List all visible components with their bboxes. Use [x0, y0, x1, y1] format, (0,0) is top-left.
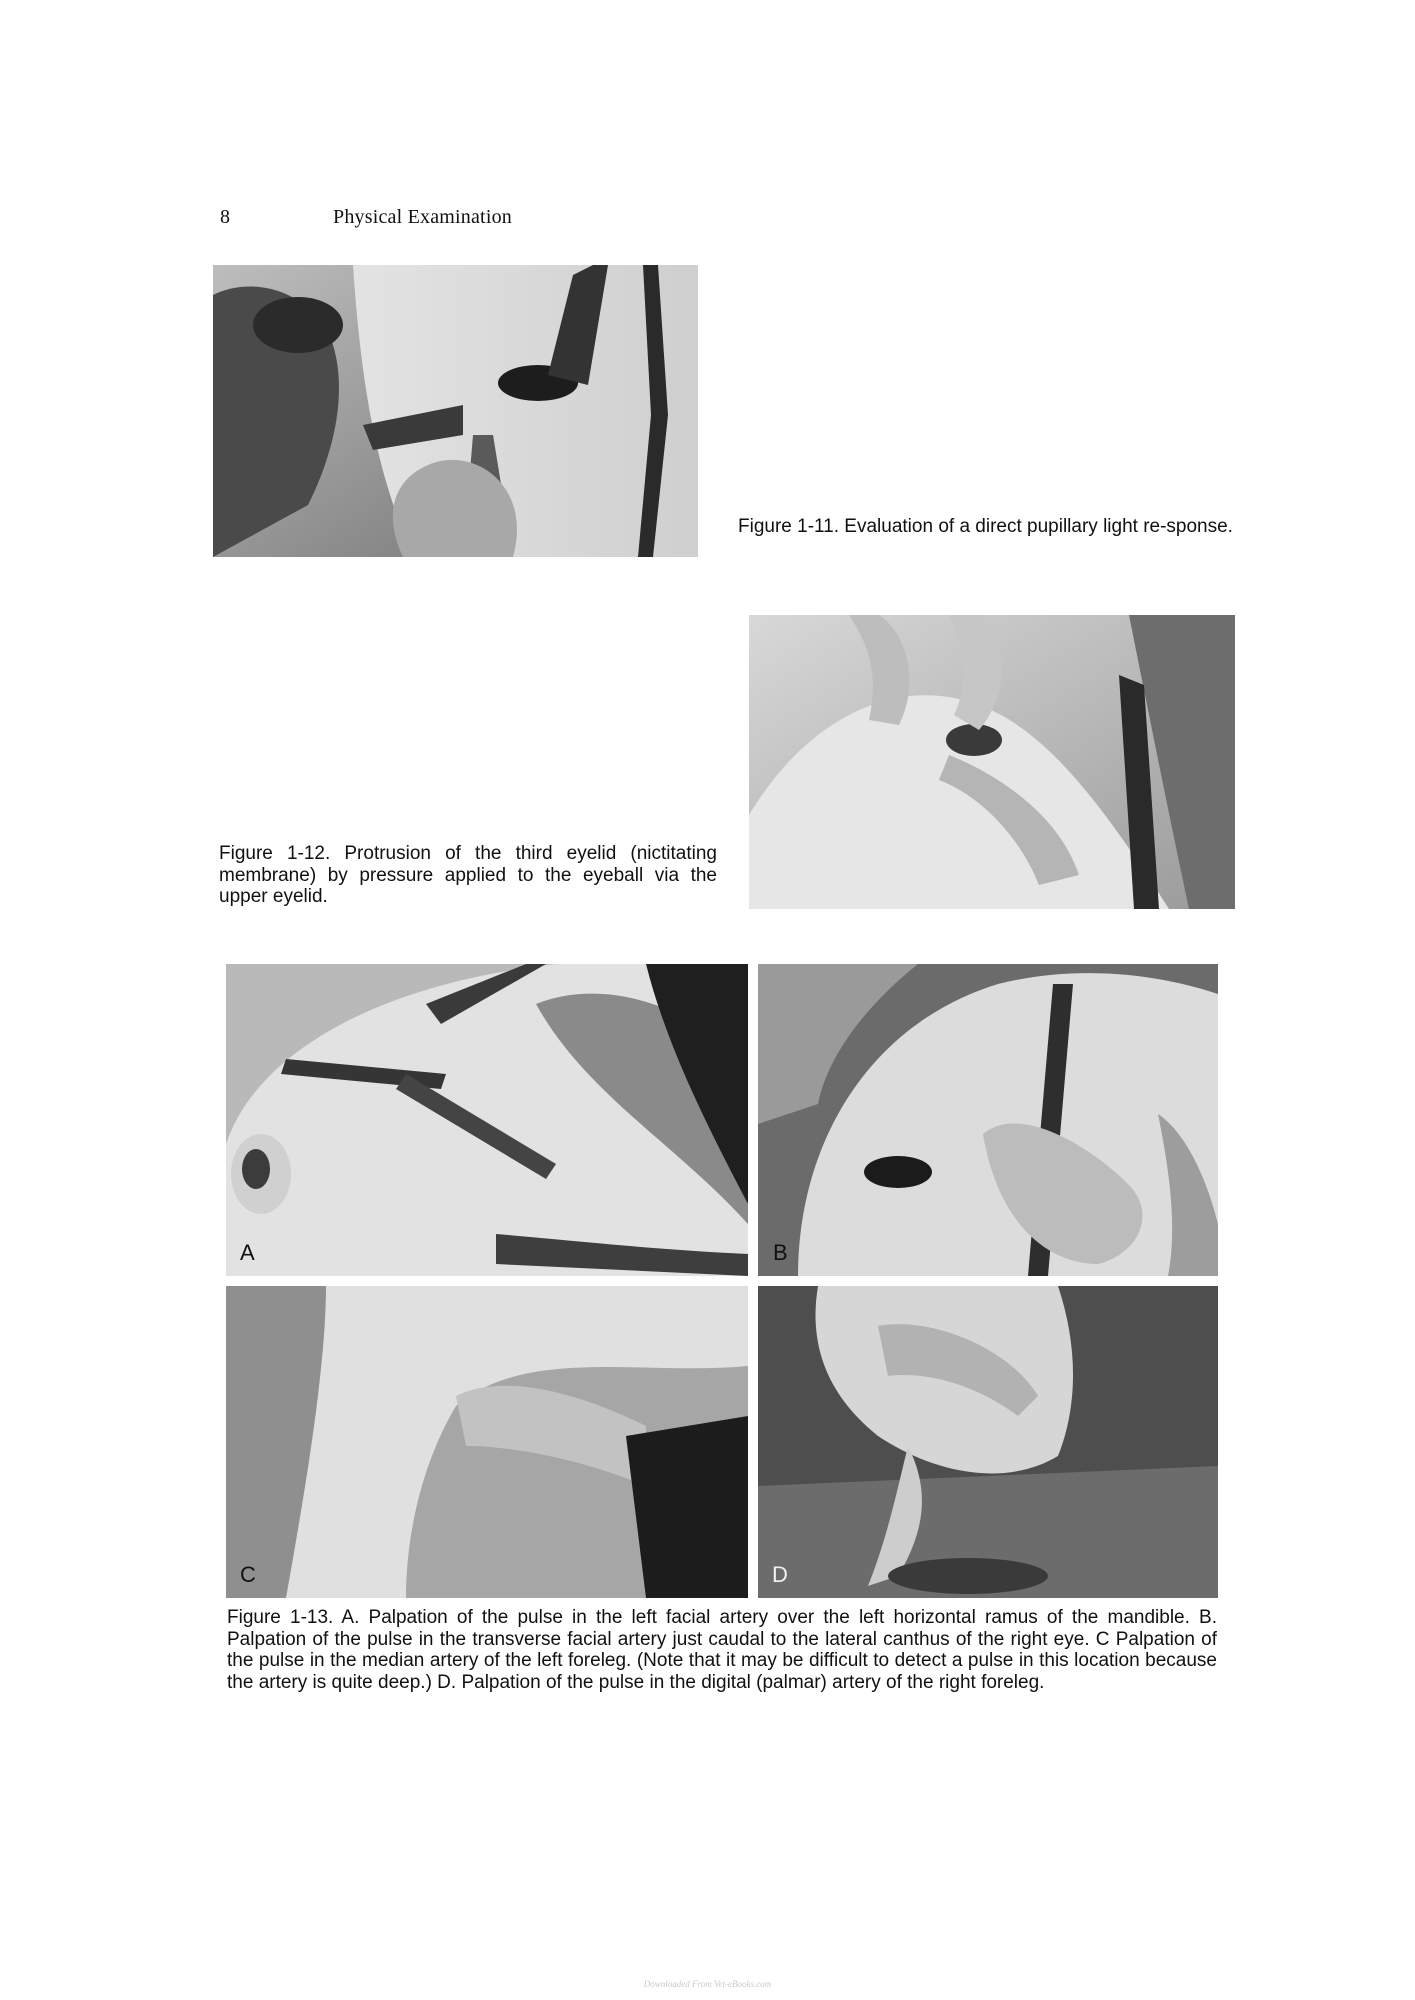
figure-1-11-photo [213, 265, 698, 557]
panel-label-a: A [240, 1240, 255, 1265]
watermark: Downloaded From Vet-eBooks.com [643, 1979, 772, 1989]
figure-1-13-panel-c [226, 1286, 748, 1598]
figure-1-13-caption: Figure 1-13. A. Palpation of the pulse in the left facial artery over the left horizontal ramus of the mandible. B. Palpation of the pulse in the transverse facial artery just caudal to the lateral canthus of the right eye. C Palpation of the pulse in the median artery of the left foreleg. (Note that it may be difficult to detect a pulse in this location because the artery is quite deep.) D. Palpation of the pulse in the digital (palmar) artery of the right foreleg. [227, 1607, 1217, 1693]
figure-1-13-panel-b [758, 964, 1218, 1276]
figure-1-12-photo [749, 615, 1235, 909]
running-head: Physical Examination [333, 206, 512, 228]
panel-label-b: B [773, 1240, 788, 1265]
figure-1-13-panel-a [226, 964, 748, 1276]
figure-1-13-panel-d [758, 1286, 1218, 1598]
panel-label-d: D [772, 1562, 788, 1587]
figure-1-11-caption: Figure 1-11. Evaluation of a direct pupillary light re-sponse. [738, 516, 1233, 537]
page-number: 8 [220, 206, 230, 228]
panel-label-c: C [240, 1562, 256, 1587]
figure-1-12-caption: Figure 1-12. Protrusion of the third eyelid (nictitating membrane) by pressure applied to the eyeball via the upper eyelid. [219, 843, 717, 907]
